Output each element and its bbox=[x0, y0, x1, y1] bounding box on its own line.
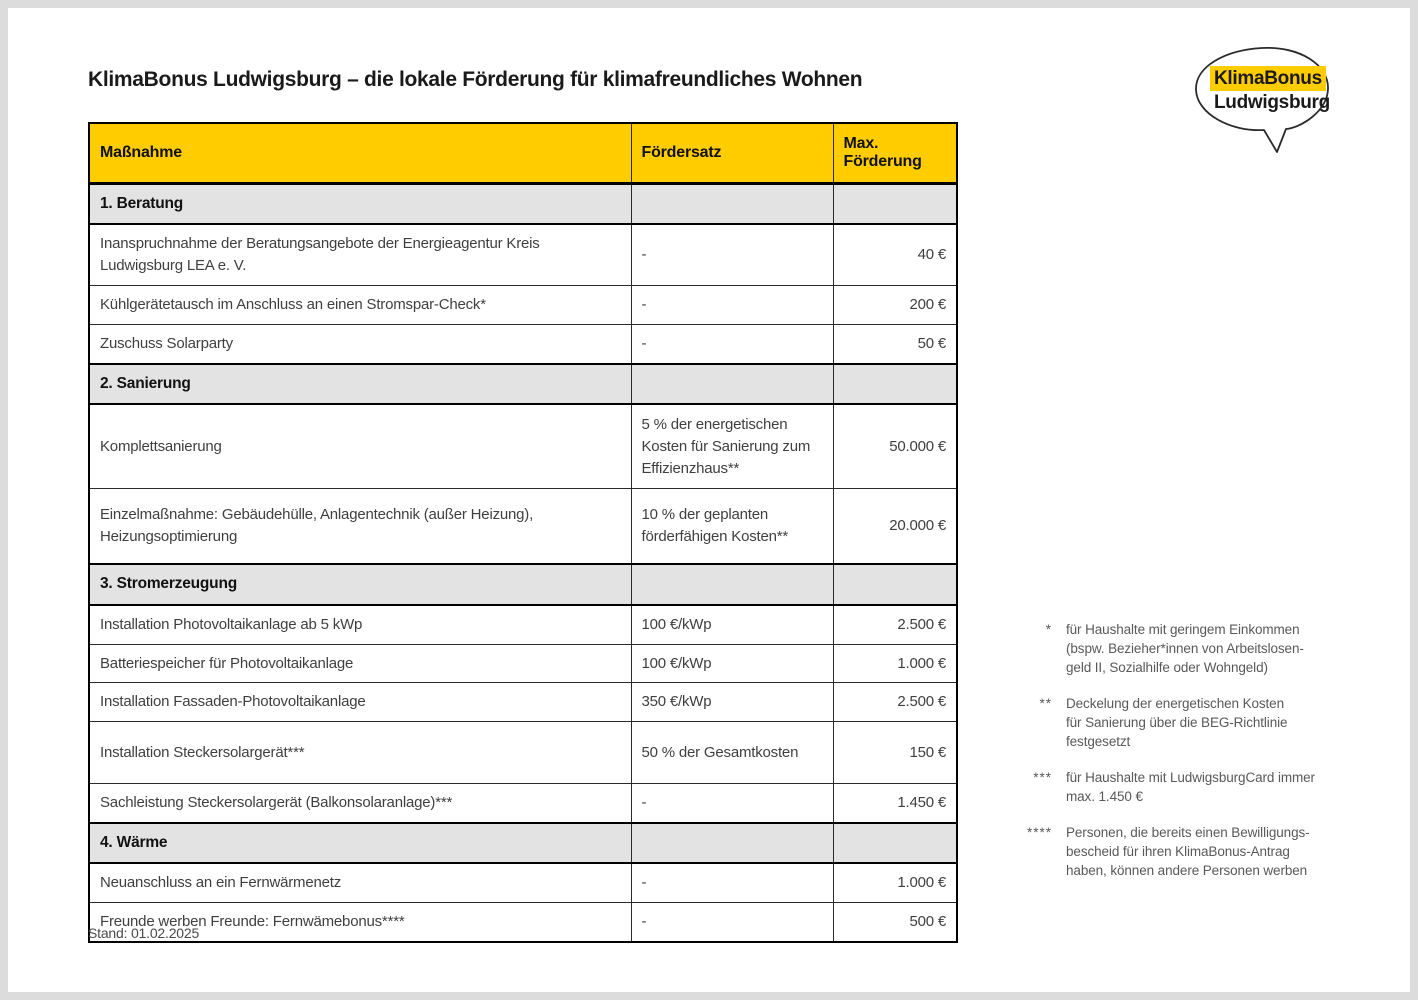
section-empty-cell bbox=[631, 364, 833, 404]
section-title: 1. Beratung bbox=[89, 183, 631, 224]
table-row bbox=[89, 605, 957, 644]
massnahme-cell: Batteriespeicher für Photovoltaikanlage bbox=[89, 644, 631, 683]
max-foerderung-cell: 200 € bbox=[833, 286, 957, 325]
footnote-marker: ** bbox=[1039, 696, 1052, 711]
massnahme-cell: Inanspruchnahme der Beratungsangebote der Energieagentur Kreis Ludwigsburg LEA e. V. bbox=[89, 224, 631, 286]
section-title: 2. Sanierung bbox=[89, 364, 631, 404]
max-foerderung-cell: 2.500 € bbox=[833, 605, 957, 644]
max-foerderung-cell: 2.500 € bbox=[833, 683, 957, 722]
foerdersatz-cell: 100 €/kWp bbox=[631, 605, 833, 644]
massnahme-cell: Neuanschluss an ein Fernwärmenetz bbox=[89, 863, 631, 902]
section-empty-cell bbox=[833, 823, 957, 863]
foerdersatz-cell: - bbox=[631, 903, 833, 942]
footnote-text: Personen, die bereits einen Bewilligungs- bescheid für ihren KlimaBonus-Antrag haben, können andere Personen werben bbox=[1066, 825, 1310, 878]
funding-table-wrap bbox=[88, 122, 958, 943]
footnotes bbox=[1022, 620, 1414, 897]
max-foerderung-cell: 50 € bbox=[833, 325, 957, 364]
funding-table bbox=[88, 122, 958, 943]
section-row bbox=[89, 183, 957, 224]
logo-text-klimabonus: KlimaBonus bbox=[1210, 66, 1326, 91]
footnote-item bbox=[1022, 768, 1414, 806]
klimabonus-logo bbox=[1186, 42, 1342, 160]
footnote-item bbox=[1022, 694, 1414, 751]
stand-date: Stand: 01.02.2025 bbox=[88, 925, 200, 941]
logo-text bbox=[1210, 66, 1330, 115]
footnote-marker: * bbox=[1045, 622, 1052, 637]
foerdersatz-cell: 100 €/kWp bbox=[631, 644, 833, 683]
massnahme-cell: Einzelmaßnahme: Gebäudehülle, Anlagentechnik (außer Heizung), Heizungsoptimierung bbox=[89, 488, 631, 564]
max-foerderung-cell: 1.450 € bbox=[833, 784, 957, 823]
massnahme-cell: Kühlgerätetausch im Anschluss an einen Stromspar-Check* bbox=[89, 286, 631, 325]
table-row bbox=[89, 722, 957, 784]
section-title: 4. Wärme bbox=[89, 823, 631, 863]
foerdersatz-cell: - bbox=[631, 224, 833, 286]
massnahme-cell: Installation Steckersolargerät*** bbox=[89, 722, 631, 784]
footnote-item bbox=[1022, 823, 1414, 880]
max-foerderung-cell: 50.000 € bbox=[833, 404, 957, 488]
section-empty-cell bbox=[833, 183, 957, 224]
section-empty-cell bbox=[833, 364, 957, 404]
massnahme-cell: Installation Fassaden-Photovoltaikanlage bbox=[89, 683, 631, 722]
table-body bbox=[89, 183, 957, 942]
header-row bbox=[89, 123, 957, 183]
foerdersatz-cell: 5 % der energetischen Kosten für Sanierung zum Effizienzhaus** bbox=[631, 404, 833, 488]
massnahme-cell: Installation Photovoltaikanlage ab 5 kWp bbox=[89, 605, 631, 644]
table-row bbox=[89, 644, 957, 683]
logo-text-ludwigsburg: Ludwigsburg bbox=[1214, 91, 1330, 113]
table-row bbox=[89, 286, 957, 325]
header-massnahme: Maßnahme bbox=[89, 123, 631, 183]
foerdersatz-cell: - bbox=[631, 863, 833, 902]
footnote-text: für Haushalte mit geringem Einkommen (bspw. Bezieher*innen von Arbeitslosen- geld II, Sozialhilfe oder Wohngeld) bbox=[1066, 622, 1304, 675]
header-foerdersatz: Fördersatz bbox=[631, 123, 833, 183]
max-foerderung-cell: 40 € bbox=[833, 224, 957, 286]
section-row bbox=[89, 364, 957, 404]
max-foerderung-cell: 500 € bbox=[833, 903, 957, 942]
max-foerderung-cell: 150 € bbox=[833, 722, 957, 784]
table-row bbox=[89, 224, 957, 286]
table-row bbox=[89, 784, 957, 823]
table-row bbox=[89, 325, 957, 364]
massnahme-cell: Sachleistung Steckersolargerät (Balkonsolaranlage)*** bbox=[89, 784, 631, 823]
section-empty-cell bbox=[631, 183, 833, 224]
header-max-foerderung: Max. Förderung bbox=[833, 123, 957, 183]
foerdersatz-cell: - bbox=[631, 784, 833, 823]
table-row bbox=[89, 683, 957, 722]
table-row bbox=[89, 863, 957, 902]
massnahme-cell: Zuschuss Solarparty bbox=[89, 325, 631, 364]
foerdersatz-cell: 350 €/kWp bbox=[631, 683, 833, 722]
foerdersatz-cell: 50 % der Gesamtkosten bbox=[631, 722, 833, 784]
massnahme-cell: Komplettsanierung bbox=[89, 404, 631, 488]
footnote-text: Deckelung der energetischen Kosten für Sanierung über die BEG-Richtlinie festgesetzt bbox=[1066, 696, 1288, 749]
max-foerderung-cell: 20.000 € bbox=[833, 488, 957, 564]
footnote-item bbox=[1022, 620, 1414, 677]
section-empty-cell bbox=[833, 564, 957, 604]
section-title: 3. Stromerzeugung bbox=[89, 564, 631, 604]
footnote-marker: **** bbox=[1026, 825, 1052, 840]
section-row bbox=[89, 823, 957, 863]
table-row bbox=[89, 488, 957, 564]
document-page bbox=[8, 8, 1410, 992]
section-empty-cell bbox=[631, 564, 833, 604]
page-title: KlimaBonus Ludwigsburg – die lokale Förderung für klimafreundliches Wohnen bbox=[88, 68, 863, 91]
footnote-marker: *** bbox=[1033, 770, 1052, 785]
foerdersatz-cell: - bbox=[631, 325, 833, 364]
foerdersatz-cell: 10 % der geplanten förderfähigen Kosten** bbox=[631, 488, 833, 564]
table-header bbox=[89, 123, 957, 183]
section-empty-cell bbox=[631, 823, 833, 863]
max-foerderung-cell: 1.000 € bbox=[833, 863, 957, 902]
foerdersatz-cell: - bbox=[631, 286, 833, 325]
max-foerderung-cell: 1.000 € bbox=[833, 644, 957, 683]
table-row bbox=[89, 903, 957, 942]
massnahme-cell: Freunde werben Freunde: Fernwämebonus**** bbox=[89, 903, 631, 942]
table-row bbox=[89, 404, 957, 488]
footnote-text: für Haushalte mit LudwigsburgCard immer max. 1.450 € bbox=[1066, 770, 1315, 804]
section-row bbox=[89, 564, 957, 604]
